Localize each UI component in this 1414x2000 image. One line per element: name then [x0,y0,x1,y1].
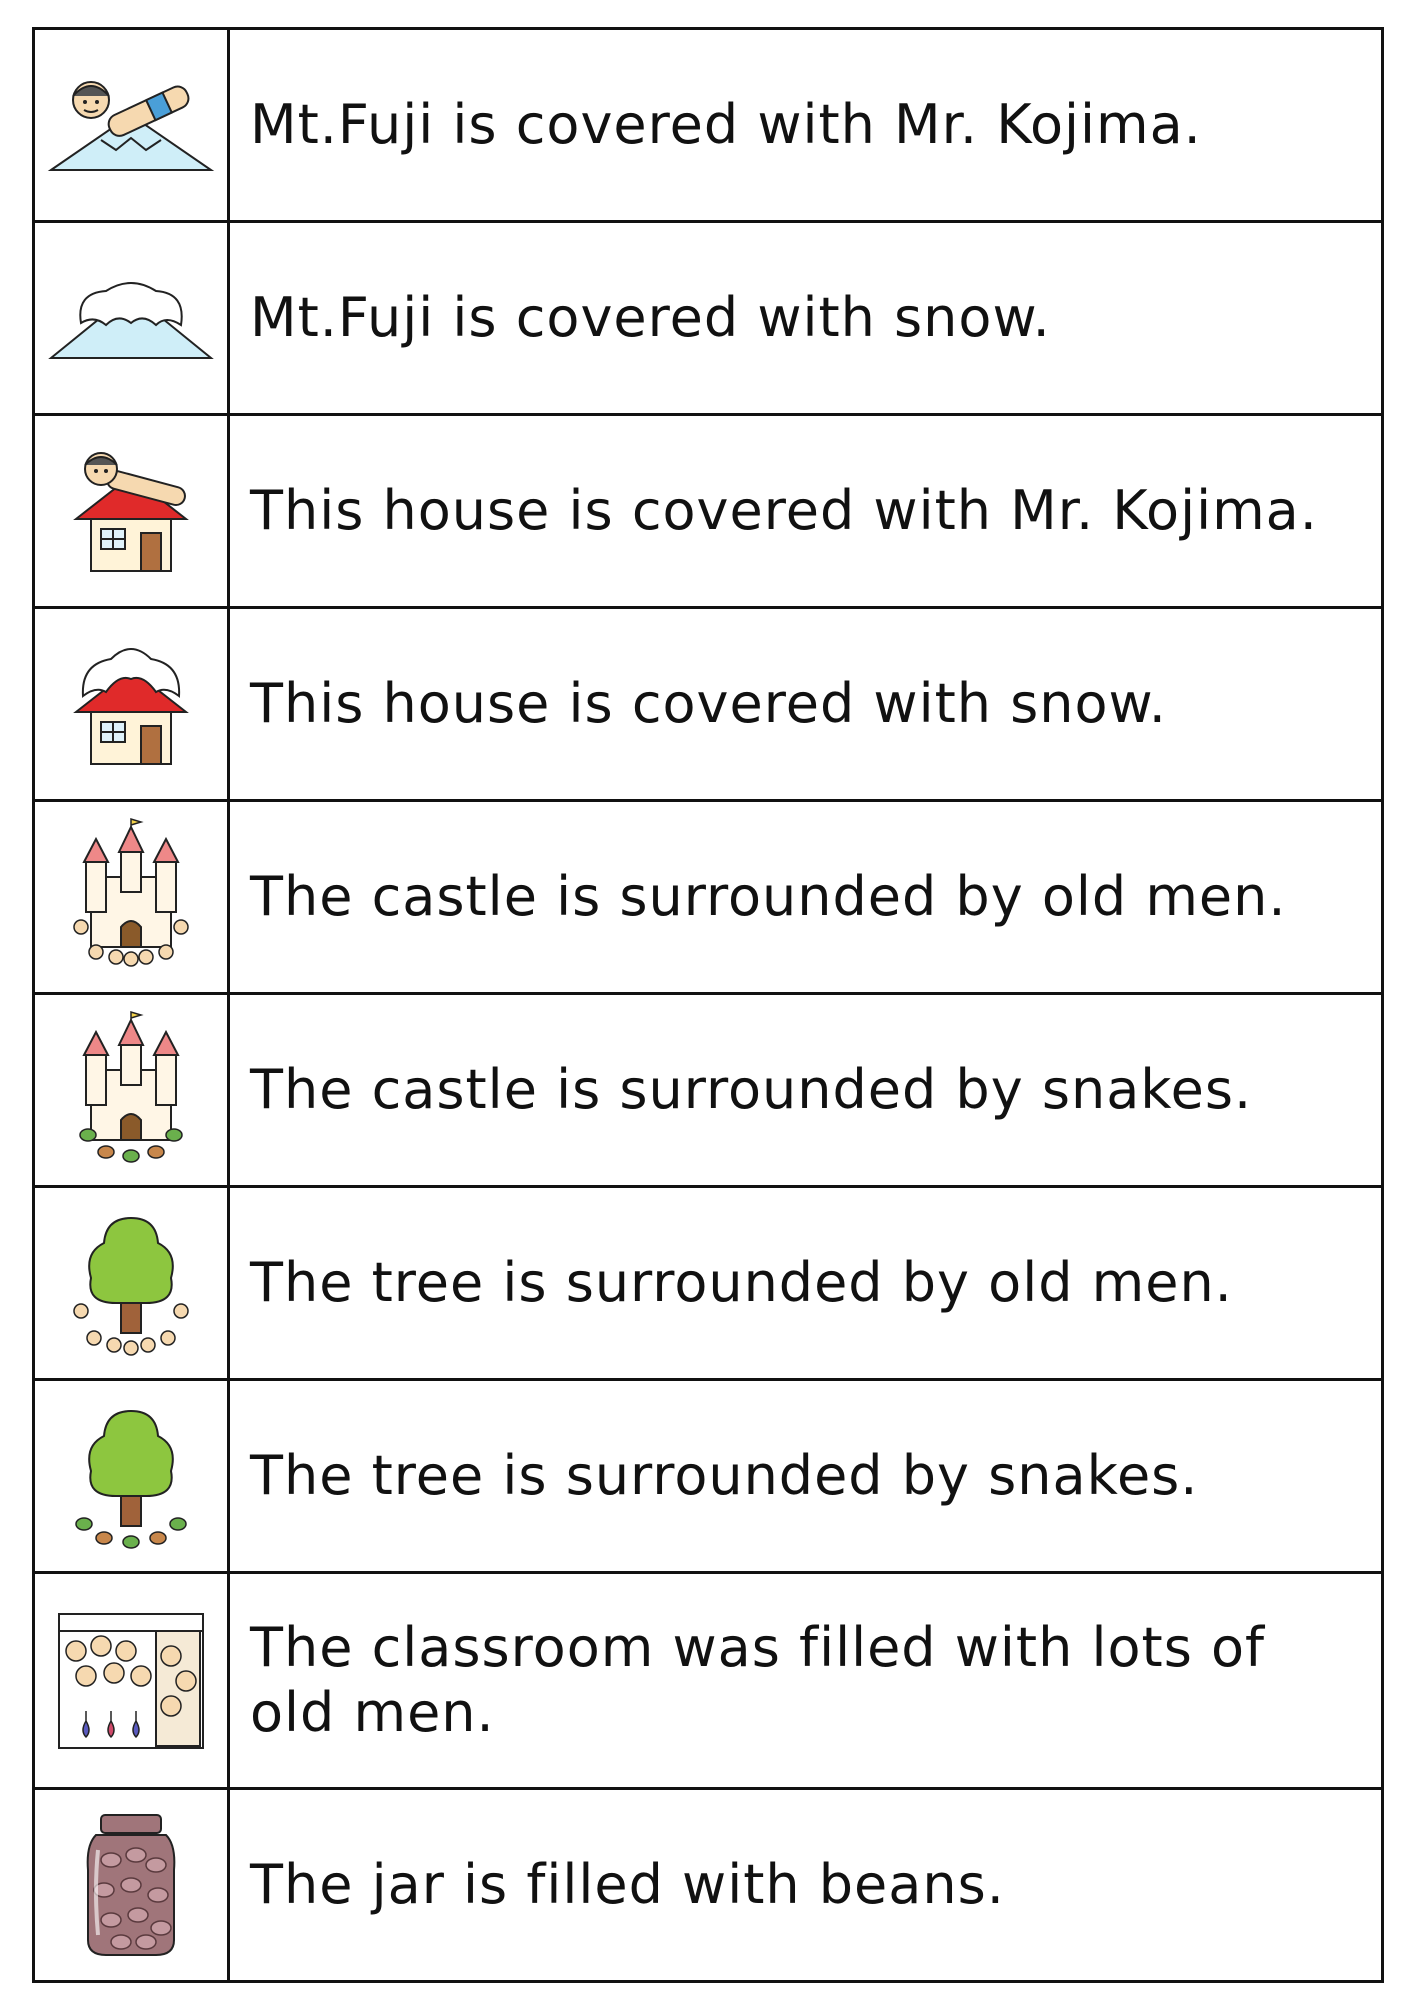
sentence-text: Mt.Fuji is covered with Mr. Kojima. [229,29,1383,222]
tree-with-snakes-icon [66,1396,196,1556]
table-row [34,994,1383,1187]
sentence-text: The tree is surrounded by old men. [229,1187,1383,1380]
picture-cell [34,994,229,1187]
tree-with-men-icon [66,1203,196,1363]
sentence-text: The jar is filled with beans. [229,1789,1383,1982]
sentence-table [32,27,1384,1983]
sentence-text: The castle is surrounded by old men. [229,801,1383,994]
table-row [34,1573,1383,1789]
table-row [34,222,1383,415]
castle-with-snakes-icon [66,1010,196,1170]
table-row [34,1187,1383,1380]
sentence-text: This house is covered with Mr. Kojima. [229,415,1383,608]
table-row [34,608,1383,801]
sentence-text: This house is covered with snow. [229,608,1383,801]
sentence-text: The castle is surrounded by snakes. [229,994,1383,1187]
castle-with-men-icon [66,817,196,977]
picture-cell [34,222,229,415]
picture-cell [34,29,229,222]
snowy-house-icon [61,634,201,774]
picture-cell [34,1789,229,1982]
jar-of-beans-icon [76,1810,186,1960]
picture-cell [34,608,229,801]
picture-cell [34,1573,229,1789]
table-row [34,415,1383,608]
table-row [34,1789,1383,1982]
table-row [34,1380,1383,1573]
table-row [34,29,1383,222]
picture-cell [34,1187,229,1380]
picture-cell [34,801,229,994]
table-row [34,801,1383,994]
sentence-text: The classroom was filled with lots of old men. [229,1573,1383,1789]
man-on-mountain-icon [46,60,216,190]
sentence-text: The tree is surrounded by snakes. [229,1380,1383,1573]
sentence-text: Mt.Fuji is covered with snow. [229,222,1383,415]
man-on-house-icon [61,441,201,581]
snowy-mountain-icon [46,263,216,373]
picture-cell [34,415,229,608]
picture-cell [34,1380,229,1573]
classroom-full-icon [56,1611,206,1751]
